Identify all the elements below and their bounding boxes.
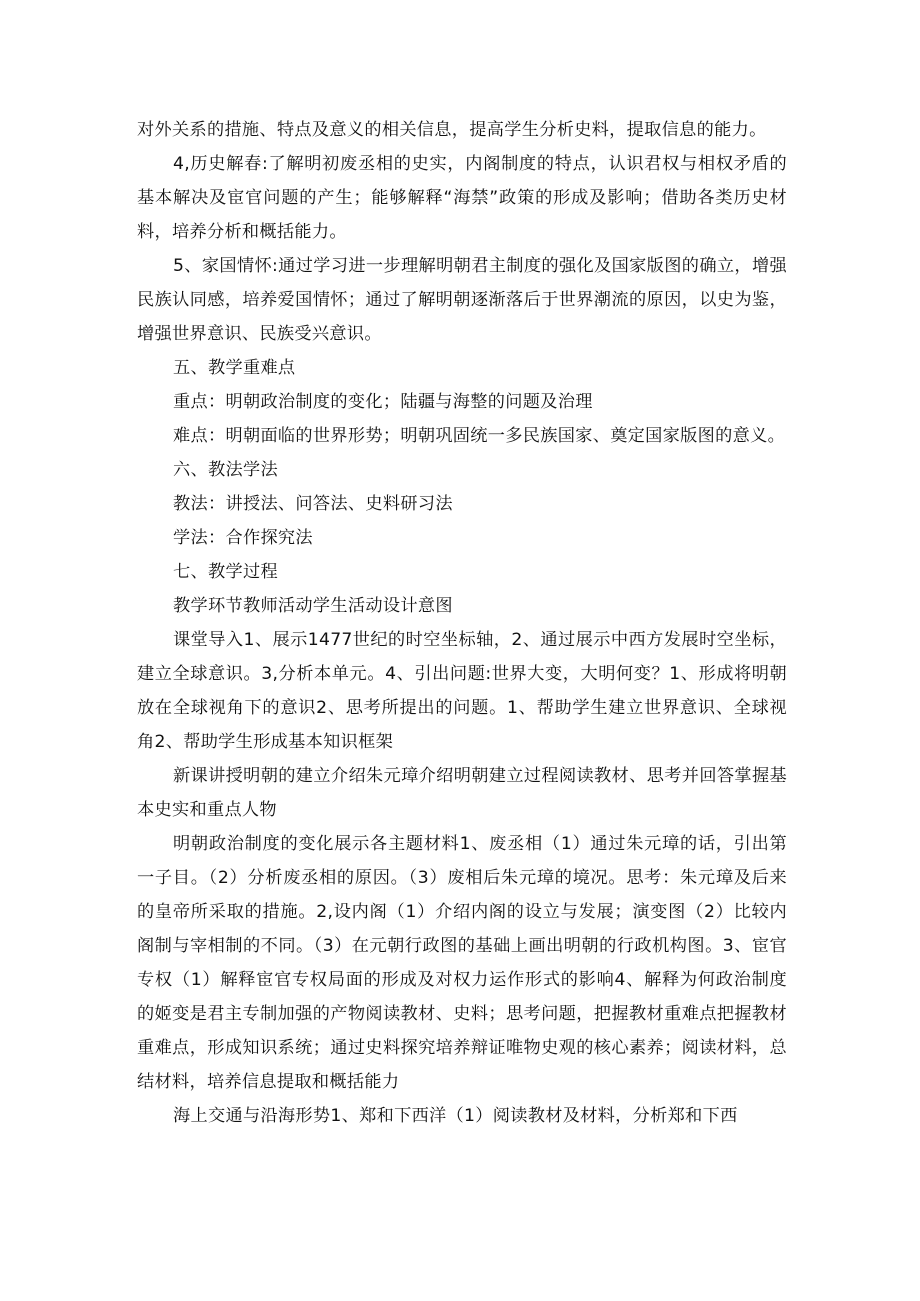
section-heading-key-difficult-points: 五、教学重难点 xyxy=(173,358,296,378)
document-body xyxy=(137,113,787,1133)
paragraph-learning-method: 学法：合作探究法 xyxy=(173,528,313,548)
section-heading-teaching-methods: 六、教法学法 xyxy=(173,460,278,480)
paragraph-1-continuation: 对外关系的措施、特点及意义的相关信息，提高学生分析史料，提取信息的能力。 xyxy=(137,120,767,140)
paragraph-history-explanation: 4,历史解春:了解明初废丞相的史实，内阁制度的特点，认识君权与相权矛盾的基本解决及宦官问题的产生；能够解释“海禁”政策的形成及影响；借助各类历史材料，培养分析和概括能力。 xyxy=(137,154,787,242)
paragraph-difficult-points: 难点：明朝面临的世界形势；明朝巩固统一多民族国家、奠定国家版图的意义。 xyxy=(173,426,786,446)
paragraph-lesson-introduction: 课堂导入1、展示1477世纪的时空坐标轴，2、通过展示中西方发展时空坐标，建立全球意识。3,分析本单元。4、引出问题:世界大变，大明何变？1、形成将明朝放在全球视角下的意识2、思考所提出的问题。1、帮助学生建立世界意识、全球视角2、帮助学生形成基本知识框架 xyxy=(137,630,787,752)
paragraph-maritime-traffic: 海上交通与沿海形势1、郑和下西洋（1）阅读教材及材料，分析郑和下西 xyxy=(173,1106,738,1126)
paragraph-teaching-method: 教法：讲授法、问答法、史料研习法 xyxy=(173,494,453,514)
section-heading-teaching-process: 七、教学过程 xyxy=(173,562,278,582)
paragraph-political-system-changes: 明朝政治制度的变化展示各主题材料1、废丞相（1）通过朱元璋的话，引出第一子目。（2）分析废丞相的原因。（3）废相后朱元璋的境况。思考：朱元璋及后来的皇帝所采取的措施。2,设内阁（1）介绍内阁的设立与发展；演变图（2）比较内阁制与宰相制的不同。（3）在元朝行政图的基础上画出明朝的行政机构图。3、宦官专权（1）解释宦官专权局面的形成及对权力运作形式的影响4、解释为何政治制度的姬变是君主专制加强的产物阅读教材、史料；思考问题，把握教材重难点把握教材重难点，形成知识系统；通过史料探究培养辩证唯物史观的核心素养；阅读材料，总结材料，培养信息提取和概括能力 xyxy=(137,834,787,1092)
paragraph-key-points: 重点：明朝政治制度的变化；陆疆与海整的问题及治理 xyxy=(173,392,593,412)
paragraph-patriotism: 5、家国情怀:通过学习进一步理解明朝君主制度的强化及国家版图的确立，增强民族认同感，培养爱国情怀；通过了解明朝逐渐落后于世界潮流的原因，以史为鉴，增强世界意识、民族受兴意识。 xyxy=(137,256,787,344)
paragraph-new-lesson: 新课讲授明朝的建立介绍朱元璋介绍明朝建立过程阅读教材、思考并回答掌握基本史实和重点人物 xyxy=(137,766,787,820)
paragraph-process-columns: 教学环节教师活动学生活动设计意图 xyxy=(173,596,453,616)
